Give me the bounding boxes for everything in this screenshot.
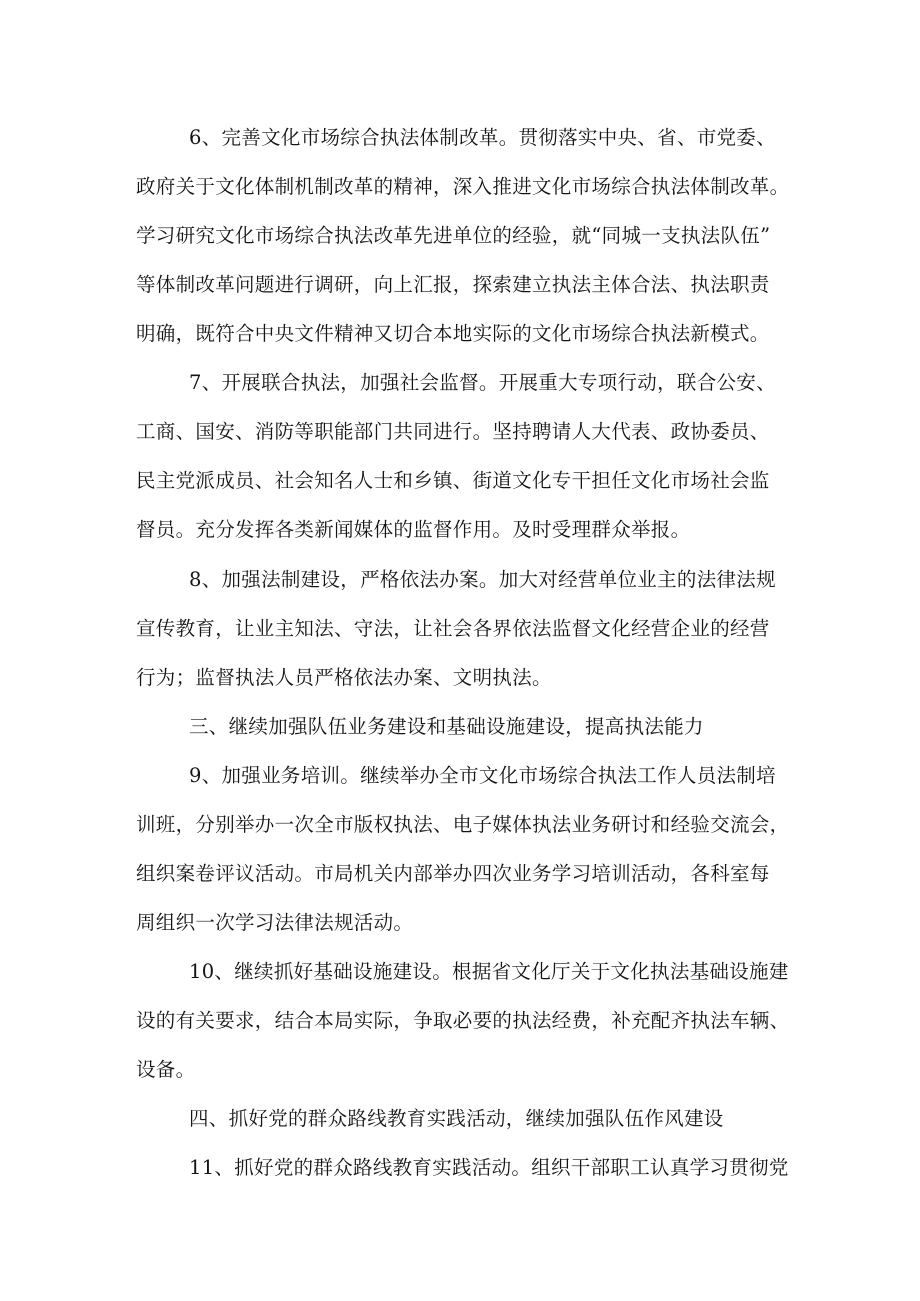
paragraph-6-line-3: 学习研究文化市场综合执法改革先进单位的经验，就“同城一支执法队伍” [136, 224, 771, 247]
paragraph-7-line-4: 督员。充分发挥各类新闻媒体的监督作用。及时受理群众举报。 [136, 518, 691, 541]
paragraph-10-line-2: 设的有关要求，结合本局实际，争取必要的执法经费，补充配齐执法车辆、 [136, 1009, 790, 1032]
paragraph-6-line-2: 政府关于文化体制机制改革的精神，深入推进文化市场综合执法体制改革。 [136, 175, 790, 198]
paragraph-6-line-4: 等体制改革问题进行调研，向上汇报，探索建立执法主体合法、执法职责 [136, 273, 770, 296]
paragraph-10-line-3: 设备。 [136, 1058, 196, 1081]
paragraph-6-line-1: 6、完善文化市场综合执法体制改革。贯彻落实中央、省、市党委、 [189, 126, 776, 149]
paragraph-9-line-4: 周组织一次学习法律法规活动。 [136, 911, 414, 934]
paragraph-6-line-5: 明确，既符合中央文件精神又切合本地实际的文化市场综合执法新模式。 [136, 322, 770, 345]
paragraph-9-line-3: 组织案卷评议活动。市局机关内部举办四次业务学习培训活动，各科室每 [136, 862, 770, 885]
paragraph-8-line-1: 8、加强法制建设，严格依法办案。加大对经营单位业主的法律法规 [189, 568, 776, 591]
paragraph-7-line-1: 7、开展联合执法，加强社会监督。开展重大专项行动，联合公安、 [189, 371, 776, 394]
section-4-heading: 四、抓好党的群众路线教育实践活动，继续加强队伍作风建设 [189, 1107, 724, 1130]
paragraph-10-line-1: 10、继续抓好基础设施建设。根据省文化厅关于文化执法基础设施建 [189, 960, 789, 983]
paragraph-7-line-2: 工商、国安、消防等职能部门共同进行。坚持聘请人大代表、政协委员、 [136, 420, 770, 443]
paragraph-8-line-3: 行为；监督执法人员严格依法办案、文明执法。 [136, 666, 552, 689]
paragraph-7-line-3: 民主党派成员、社会知名人士和乡镇、街道文化专干担任文化市场社会监 [136, 469, 770, 492]
section-3-heading: 三、继续加强队伍业务建设和基础设施建设，提高执法能力 [189, 715, 704, 738]
paragraph-9-line-1: 9、加强业务培训。继续举办全市文化市场综合执法工作人员法制培 [189, 764, 776, 787]
paragraph-8-line-2: 宣传教育，让业主知法、守法，让社会各界依法监督文化经营企业的经营 [136, 617, 770, 640]
paragraph-11-line-1: 11、抓好党的群众路线教育实践活动。组织干部职工认真学习贯彻党 [189, 1156, 789, 1179]
paragraph-9-line-2: 训班，分别举办一次全市版权执法、电子媒体执法业务研讨和经验交流会， [136, 813, 790, 836]
